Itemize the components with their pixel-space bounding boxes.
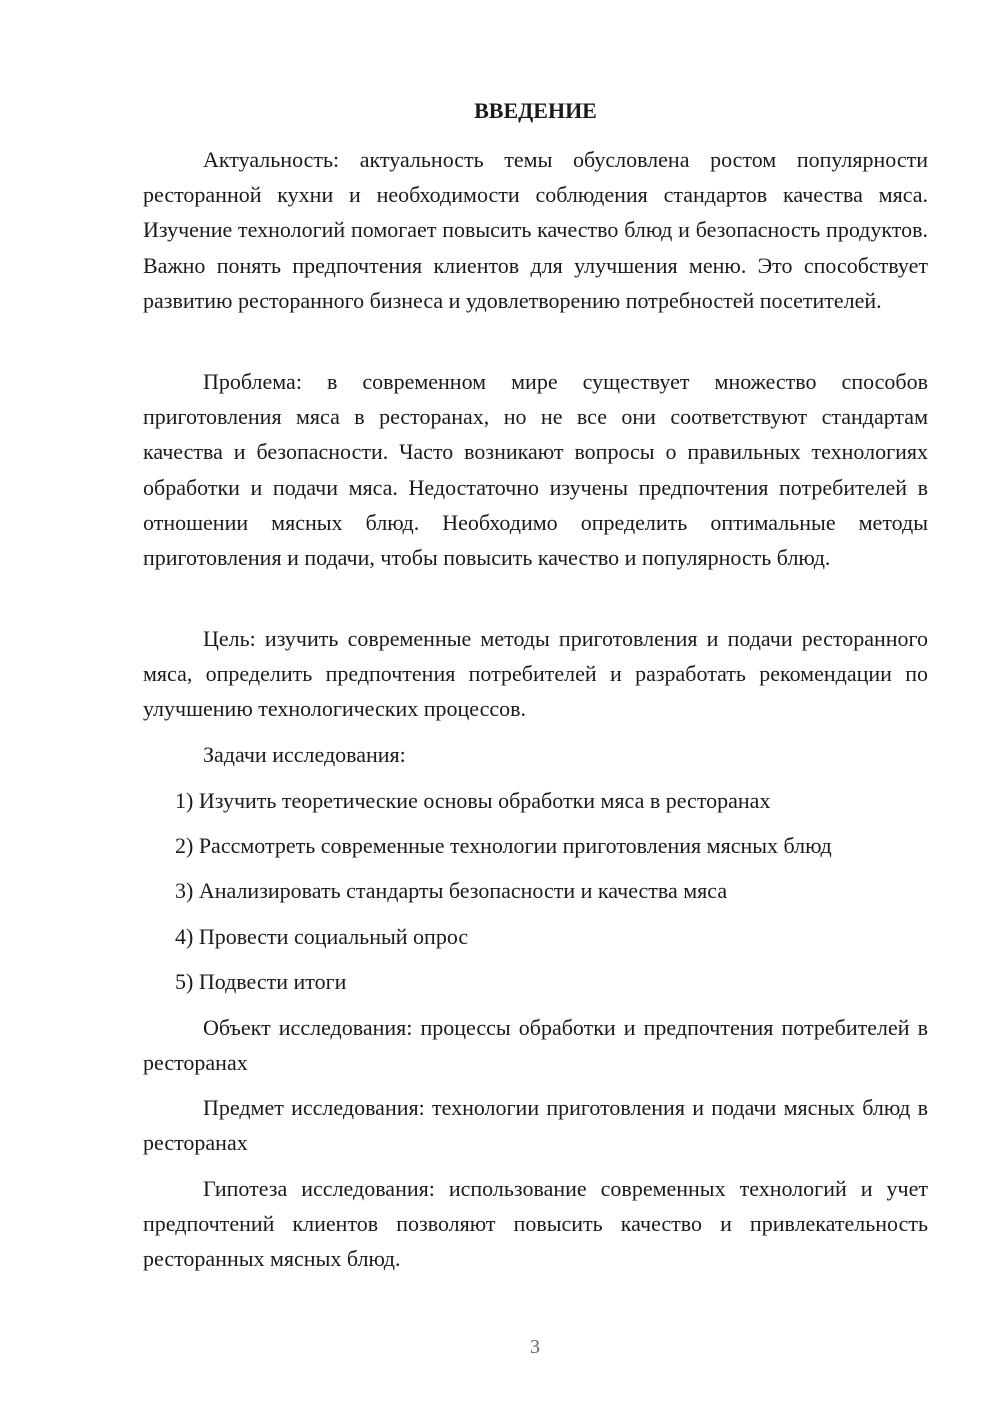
page-number: 3	[530, 1336, 540, 1358]
page-title: ВВЕДЕНИЕ	[474, 98, 597, 123]
task-item-1: 1) Изучить теоретические основы обработки мяса в ресторанах	[175, 788, 771, 813]
task-item-3: 3) Анализировать стандарты безопасности и качества мяса	[175, 878, 728, 903]
problem-paragraph: Проблема: в современном мире существует множество способов приготовления мяса в ресторанах, но не все они соответствуют стандартам качества и безопасности. Часто возникают вопросы о правильных технологиях обработки и подачи мяса. Недостаточно изучены предпочтения потребителей в отношении мясных блюд. Необходимо определить оптимальные методы приготовления и подачи, чтобы повысить качество и популярность блюд.	[143, 369, 928, 571]
task-item-2: 2) Рассмотреть современные технологии приготовления мясных блюд	[175, 833, 832, 858]
hypothesis-paragraph: Гипотеза исследования: использование современных технологий и учет предпочтений клиентов позволяют повысить качество и привлекательность ресторанных мясных блюд.	[143, 1176, 928, 1272]
subject-paragraph: Предмет исследования: технологии приготовления и подачи мясных блюд в ресторанах	[143, 1095, 928, 1156]
goal-paragraph: Цель: изучить современные методы приготовления и подачи ресторанного мяса, определить предпочтения потребителей и разработать рекомендации по улучшению технологических процессов.	[143, 626, 928, 722]
task-item-5: 5) Подвести итоги	[175, 969, 347, 994]
object-paragraph: Объект исследования: процессы обработки и предпочтения потребителей в ресторанах	[143, 1015, 928, 1076]
tasks-heading: Задачи исследования:	[203, 742, 406, 767]
relevance-paragraph: Актуальность: актуальность темы обусловлена ростом популярности ресторанной кухни и необходимости соблюдения стандартов качества мяса. Изучение технологий помогает повысить качество блюд и безопасность продуктов. Важно понять предпочтения клиентов для улучшения меню. Это способствует развитию ресторанного бизнеса и удовлетворению потребностей посетителей.	[143, 147, 928, 313]
task-item-4: 4) Провести социальный опрос	[175, 924, 469, 949]
